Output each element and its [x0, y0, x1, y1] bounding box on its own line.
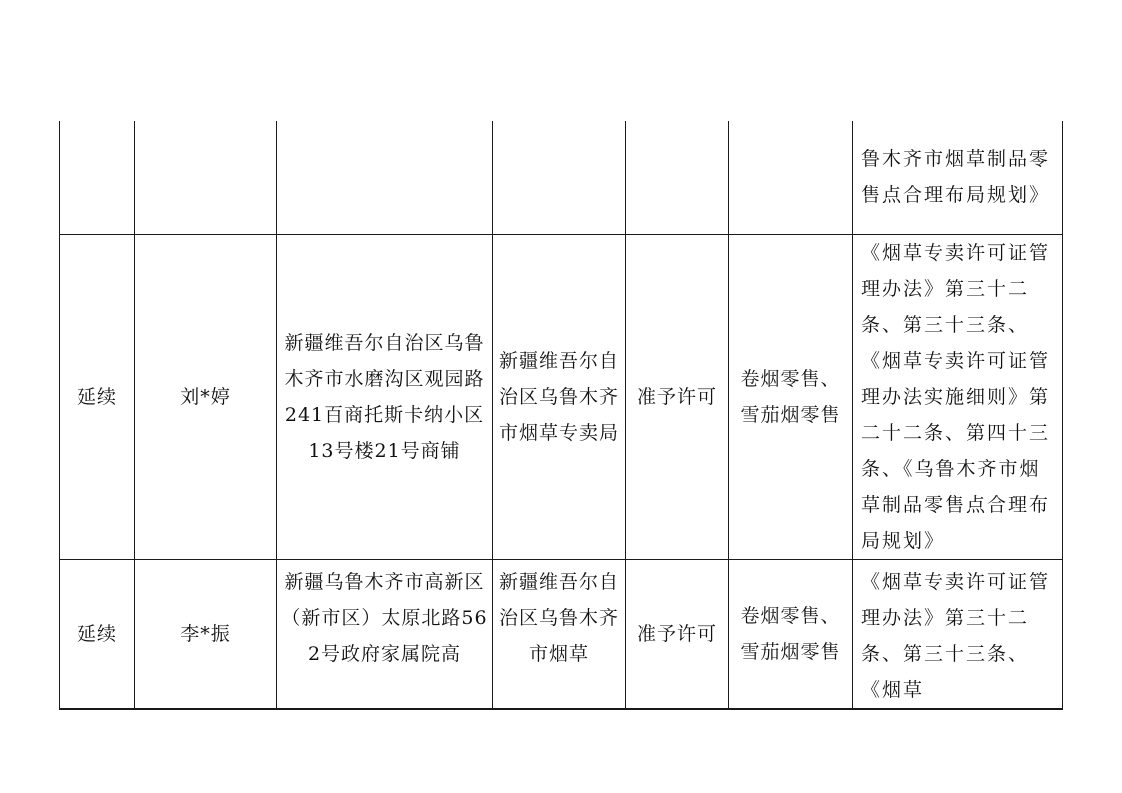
licensee-name-cell [135, 121, 277, 234]
decision-cell [626, 121, 729, 234]
business-address-cell: 新疆乌鲁木齐市高新区（新市区）太原北路562号政府家属院高 [277, 559, 493, 709]
table-row [60, 234, 1063, 559]
business-scope-cell: 卷烟零售、雪茄烟零售 [729, 234, 853, 559]
licensee-name-cell: 刘*婷 [135, 234, 277, 559]
business-scope-cell: 卷烟零售、雪茄烟零售 [729, 559, 853, 709]
licensee-name-cell: 李*振 [135, 559, 277, 709]
issuing-authority-cell: 新疆维吾尔自治区乌鲁木齐市烟草 [493, 559, 626, 709]
decision-cell: 准予许可 [626, 559, 729, 709]
license-table [59, 121, 1063, 710]
decision-cell: 准予许可 [626, 234, 729, 559]
issuing-authority-cell [493, 121, 626, 234]
legal-basis-cell: 《烟草专卖许可证管理办法》第三十二条、第三十三条、《烟草专卖许可证管理办法实施细则》第二十二条、第四十三条、《乌鲁木齐市烟草制品零售点合理布局规划》 [853, 234, 1063, 559]
legal-basis-cell: 《烟草专卖许可证管理办法》第三十二条、第三十三条、《烟草 [853, 559, 1063, 709]
business-address-cell [277, 121, 493, 234]
license-type-cell [60, 121, 135, 234]
table-row [60, 559, 1063, 709]
business-address-cell: 新疆维吾尔自治区乌鲁木齐市水磨沟区观园路241百商托斯卡纳小区13号楼21号商铺 [277, 234, 493, 559]
legal-basis-cell: 鲁木齐市烟草制品零售点合理布局规划》 [853, 121, 1063, 234]
license-type-cell: 延续 [60, 559, 135, 709]
issuing-authority-cell: 新疆维吾尔自治区乌鲁木齐市烟草专卖局 [493, 234, 626, 559]
business-scope-cell [729, 121, 853, 234]
license-type-cell: 延续 [60, 234, 135, 559]
table-row [60, 121, 1063, 234]
